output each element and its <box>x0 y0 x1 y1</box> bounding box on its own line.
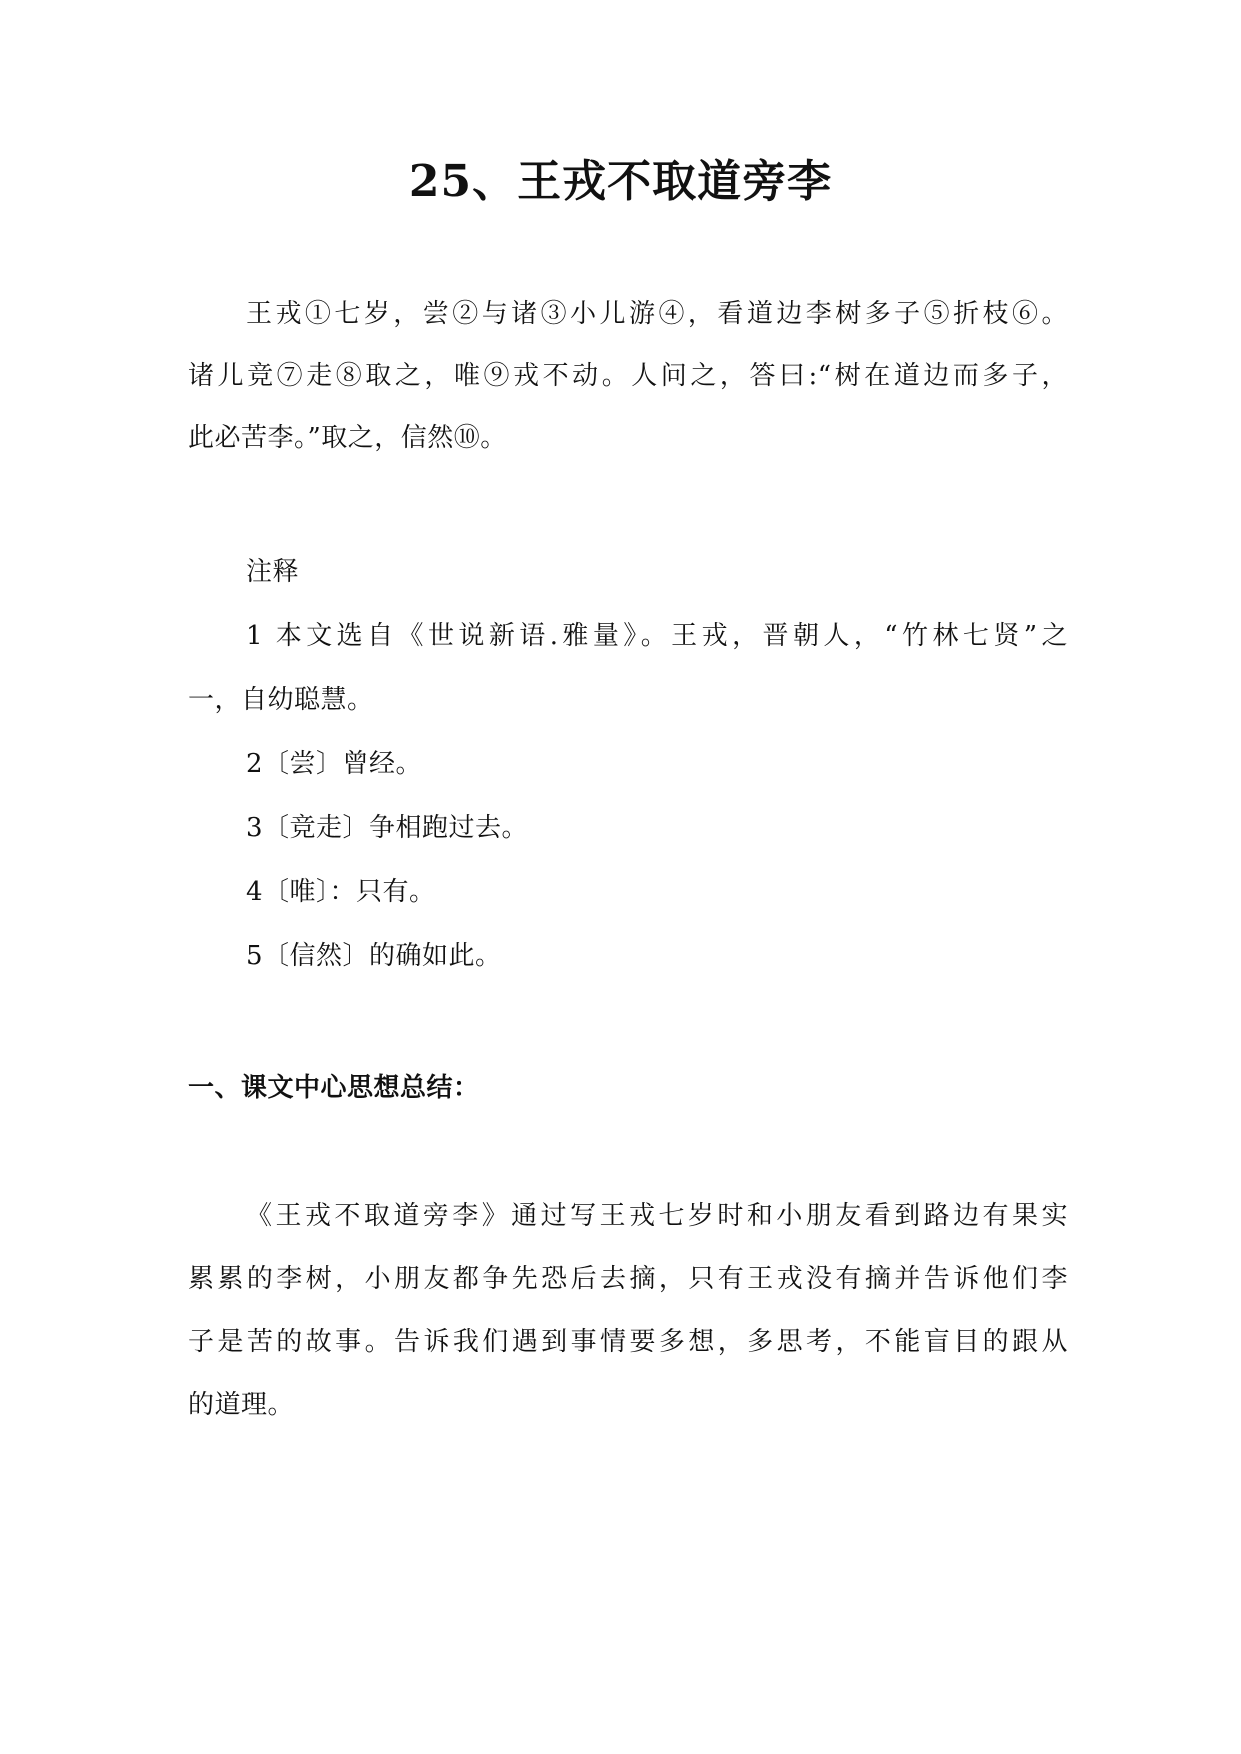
note-item-1-continued: 一，自幼聪慧。 <box>188 685 374 715</box>
note-item-2: 2〔尝〕曾经。 <box>246 749 423 779</box>
passage-line-2: 诸儿竞⑦走⑧取之，唯⑨戎不动。人问之，答曰:“树在道边而多子， <box>188 361 1068 391</box>
passage-line-3: 此必苦李。”取之，信然⑩。 <box>188 423 507 453</box>
note-item-1: 1 本文选自《世说新语.雅量》。王戎，晋朝人，“竹林七贤”之 <box>246 621 1068 651</box>
summary-line-3: 子是苦的故事。告诉我们遇到事情要多想，多思考，不能盲目的跟从 <box>188 1327 1068 1357</box>
note-item-5: 5〔信然〕的确如此。 <box>246 941 502 971</box>
note-item-3: 3〔竞走〕争相跑过去。 <box>246 813 529 843</box>
passage-line-1: 王戎①七岁，尝②与诸③小儿游④，看道边李树多子⑤折枝⑥。 <box>246 299 1068 329</box>
summary-line-1: 《王戎不取道旁李》通过写王戎七岁时和小朋友看到路边有果实 <box>246 1201 1068 1231</box>
summary-line-2: 累累的李树，小朋友都争先恐后去摘，只有王戎没有摘并告诉他们李 <box>188 1264 1068 1294</box>
summary-line-4: 的道理。 <box>188 1390 295 1420</box>
notes-heading: 注释 <box>246 557 300 587</box>
page-title: 25、王戎不取道旁李 <box>408 156 833 207</box>
note-item-4: 4〔唯〕：只有。 <box>246 877 436 907</box>
section-heading: 一、课文中心思想总结： <box>188 1073 480 1103</box>
